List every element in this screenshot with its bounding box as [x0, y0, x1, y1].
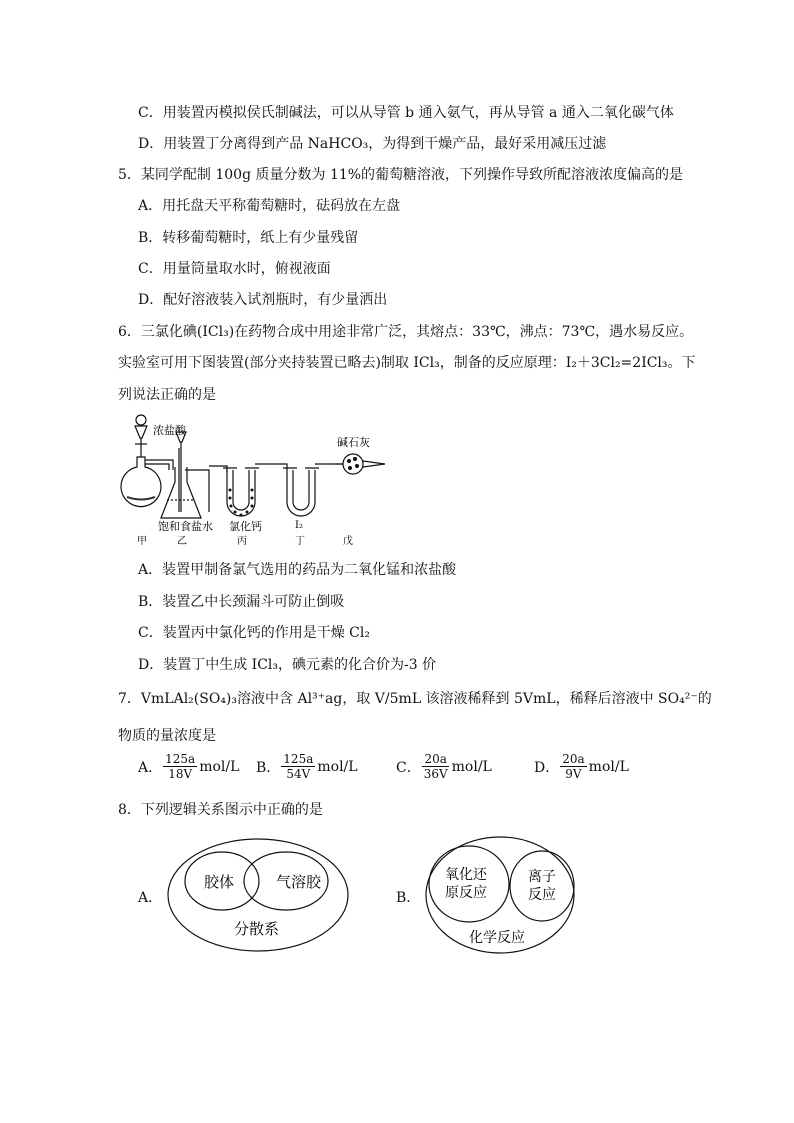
q7-option-b-unit: mol/L	[317, 758, 358, 775]
q7-option-c-denominator: 36V	[423, 767, 448, 781]
q7-option-c-numerator: 20a	[424, 752, 447, 766]
label-jia: 甲	[137, 536, 147, 547]
q5-option-b: B．转移葡萄糖时，纸上有少量残留	[138, 230, 359, 246]
label-cacl2: 氯化钙	[229, 520, 262, 533]
q8-b-redox-2: 原反应	[445, 885, 487, 901]
q8-b-chemical-reaction: 化学反应	[469, 930, 525, 946]
label-bing: 丙	[237, 536, 247, 547]
q7-option-b-letter: B．	[256, 759, 281, 776]
q7-option-c	[396, 752, 492, 781]
q8-option-b-letter: B．	[396, 890, 421, 906]
q4-option-c: C．用装置丙模拟侯氏制碱法，可以从导管 b 通入氨气，再从导管 a 通入二氧化碳气体	[138, 105, 674, 121]
q7-option-b-fraction	[281, 752, 315, 781]
q8-option-a-letter: A．	[138, 890, 163, 906]
label-yi: 乙	[177, 536, 187, 547]
q8-b-ionic-2: 反应	[528, 887, 556, 903]
q7-option-a-fraction	[163, 752, 197, 781]
label-sodalime: 碱石灰	[337, 436, 370, 449]
q7-option-d-numerator: 20a	[562, 752, 585, 766]
q7-option-a-letter: A．	[138, 759, 163, 776]
q8-b-redox-1: 氧化还	[445, 867, 487, 883]
q7-option-d	[534, 752, 629, 781]
label-wu: 戊	[343, 536, 353, 547]
q7-option-c-unit: mol/L	[451, 758, 492, 775]
q5-option-a: A．用托盘天平称葡萄糖时，砝码放在左盘	[138, 198, 401, 214]
q8-a-aerosol: 气溶胶	[276, 873, 322, 891]
q7-stem-line2: 物质的量浓度是	[118, 728, 216, 744]
q7-option-d-unit: mol/L	[588, 758, 629, 775]
q8-a-dispersion: 分散系	[234, 920, 280, 938]
q6-stem-line3: 列说法正确的是	[118, 387, 216, 403]
q7-option-d-fraction	[560, 752, 586, 781]
q7-option-b	[256, 752, 358, 781]
q6-apparatus-diagram	[115, 412, 405, 547]
q7-option-d-denominator: 9V	[565, 767, 582, 781]
q8-diagram-a	[164, 836, 354, 954]
q7-option-d-letter: D．	[534, 759, 560, 776]
q6-option-a: A．装置甲制备氯气选用的药品为二氧化锰和浓盐酸	[138, 562, 457, 578]
q7-option-c-letter: C．	[396, 759, 421, 776]
q7-option-a	[138, 752, 239, 781]
label-i2: I₂	[295, 520, 303, 531]
q6-option-d: D．装置丁中生成 ICl₃，碘元素的化合价为-3 价	[138, 657, 437, 673]
q5-stem: 5．某同学配制 100g 质量分数为 11%的葡萄糖溶液，下列操作导致所配溶液浓度偏高的是	[118, 167, 684, 183]
q7-option-c-fraction	[422, 752, 450, 781]
q8-stem: 8．下列逻辑关系图示中正确的是	[118, 802, 323, 818]
q7-option-b-numerator: 125a	[283, 752, 314, 766]
q6-option-b: B．装置乙中长颈漏斗可防止倒吸	[138, 594, 345, 610]
label-ding: 丁	[295, 536, 305, 547]
q5-option-c: C．用量筒量取水时，俯视液面	[138, 261, 331, 277]
q6-stem-line1: 6．三氯化碘(ICl₃)在药物合成中用途非常广泛，其熔点：33℃，沸点：73℃，遇水易反应。	[118, 324, 694, 340]
q6-stem-line2: 实验室可用下图装置(部分夹持装置已略去)制取 ICl₃，制备的反应原理：I₂＋3Cl₂=2ICl₃。下	[118, 355, 696, 371]
q8-diagram-b	[422, 834, 578, 956]
q6-option-c: C．装置丙中氯化钙的作用是干燥 Cl₂	[138, 625, 370, 641]
q7-stem-line1: 7．VmLAl₂(SO₄)₃溶液中含 Al³⁺ag，取 V/5mL 该溶液稀释到 5VmL，稀释后溶液中 SO₄²⁻的	[118, 691, 712, 707]
q7-option-a-numerator: 125a	[165, 752, 196, 766]
q7-option-a-denominator: 18V	[168, 767, 193, 781]
q8-a-colloid: 胶体	[204, 873, 235, 891]
q8-b-ionic-1: 离子	[528, 869, 556, 885]
q4-option-d: D．用装置丁分离得到产品 NaHCO₃，为得到干燥产品，最好采用减压过滤	[138, 136, 607, 152]
q7-option-b-denominator: 54V	[286, 767, 311, 781]
q5-option-d: D．配好溶液装入试剂瓶时，有少量洒出	[138, 292, 388, 308]
label-brine: 饱和食盐水	[158, 520, 213, 533]
q7-option-a-unit: mol/L	[199, 758, 240, 775]
label-hcl: 浓盐酸	[153, 424, 186, 437]
